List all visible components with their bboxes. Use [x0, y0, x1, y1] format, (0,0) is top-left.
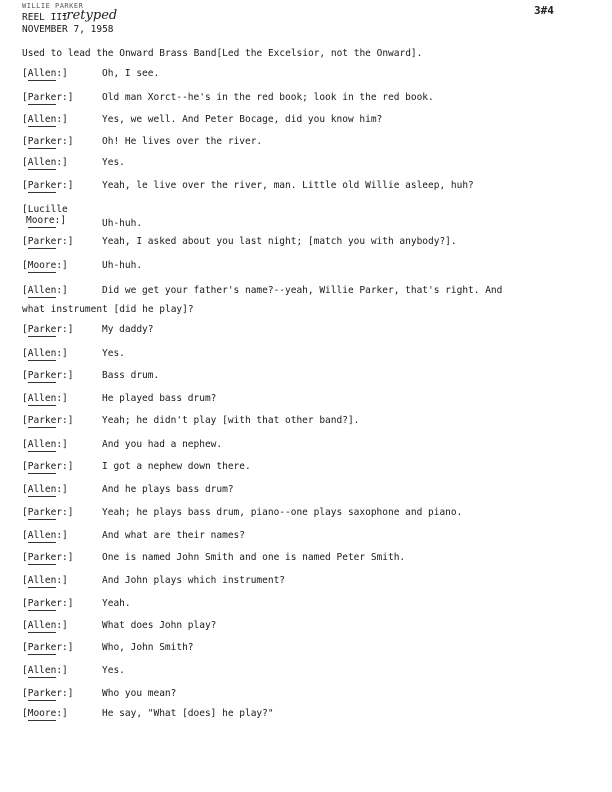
speaker-label: [22, 236, 92, 249]
speaker-name: [Parker:]: [22, 324, 74, 335]
speaker-label: [22, 348, 92, 361]
spoken-text: And what are their names?: [102, 530, 245, 541]
speaker-label: [22, 370, 92, 383]
speaker-underline: [28, 227, 56, 228]
header-reel: REEL III: [22, 12, 68, 23]
speaker-underline: [28, 587, 56, 588]
speaker-name: [Allen:]: [22, 575, 68, 586]
speaker-label: [22, 68, 92, 81]
spoken-text: Yeah, I asked about you last night; [match you with anybody?].: [102, 236, 457, 247]
speaker-name: [Parker:]: [22, 598, 74, 609]
speaker-name: [Allen:]: [22, 114, 68, 125]
speaker-underline: [28, 80, 56, 81]
speaker-label: [22, 620, 92, 633]
speaker-name-continued: Moore:]: [26, 215, 67, 226]
spoken-text: He played bass drum?: [102, 393, 217, 404]
spoken-text: And John plays which instrument?: [102, 575, 286, 586]
speaker-underline: [28, 382, 56, 383]
speaker-underline: [28, 654, 56, 655]
speaker-name: [Parker:]: [22, 507, 74, 518]
speaker-name: [Lucille: [22, 204, 68, 215]
spoken-text: Yes.: [102, 157, 125, 168]
speaker-underline: [28, 297, 56, 298]
spoken-text: Yeah; he plays bass drum, piano--one plays saxophone and piano.: [102, 507, 463, 518]
spoken-text: Did we get your father's name?--yeah, Willie Parker, that's right. And: [102, 285, 503, 296]
speaker-label: [22, 180, 92, 193]
spoken-text: Who you mean?: [102, 688, 177, 699]
speaker-underline: [28, 360, 56, 361]
speaker-underline: [28, 677, 56, 678]
speaker-label: [22, 92, 92, 105]
speaker-label: [22, 688, 92, 701]
speaker-underline: [28, 126, 56, 127]
speaker-name: [Allen:]: [22, 620, 68, 631]
speaker-label: [22, 708, 92, 721]
speaker-name: [Parker:]: [22, 180, 74, 191]
speaker-underline: [28, 451, 56, 452]
speaker-underline: [28, 405, 56, 406]
speaker-label: [22, 136, 92, 149]
speaker-underline: [28, 519, 56, 520]
speaker-label: [22, 324, 92, 337]
speaker-name: [Moore:]: [22, 708, 68, 719]
speaker-name: [Parker:]: [22, 370, 74, 381]
speaker-underline: [28, 564, 56, 565]
speaker-name: [Allen:]: [22, 348, 68, 359]
spoken-text: Oh, I see.: [102, 68, 160, 79]
spoken-text: Uh-huh.: [102, 260, 143, 271]
spoken-text: Uh-huh.: [102, 218, 143, 229]
speaker-label: [22, 393, 92, 406]
speaker-name: [Allen:]: [22, 439, 68, 450]
speaker-name: [Parker:]: [22, 461, 74, 472]
speaker-name: [Allen:]: [22, 157, 68, 168]
speaker-label: [22, 157, 92, 170]
speaker-name: [Parker:]: [22, 552, 74, 563]
spoken-text: What does John play?: [102, 620, 217, 631]
speaker-label: [22, 575, 92, 588]
speaker-underline: [28, 336, 56, 337]
header-handwritten-note: -retyped: [62, 8, 118, 23]
speaker-underline: [28, 248, 56, 249]
spoken-text: Bass drum.: [102, 370, 160, 381]
speaker-label: [22, 598, 92, 611]
spoken-text: And he plays bass drum?: [102, 484, 234, 495]
speaker-label: [22, 260, 92, 273]
speaker-label: [22, 507, 92, 520]
speaker-underline: [28, 192, 56, 193]
speaker-name: [Parker:]: [22, 92, 74, 103]
spoken-text: My daddy?: [102, 324, 154, 335]
speaker-name: [Allen:]: [22, 68, 68, 79]
page-number: 3#4: [534, 4, 554, 17]
speaker-name: [Allen:]: [22, 665, 68, 676]
speaker-name: [Parker:]: [22, 136, 74, 147]
speaker-underline: [28, 610, 56, 611]
spoken-text: Yeah; he didn't play [with that other band?].: [102, 415, 360, 426]
speaker-label: [22, 439, 92, 452]
spoken-text: Yes.: [102, 665, 125, 676]
speaker-name: [Allen:]: [22, 285, 68, 296]
speaker-label: [22, 665, 92, 678]
speaker-label: [22, 642, 92, 655]
speaker-label: [22, 415, 92, 428]
speaker-name: [Allen:]: [22, 484, 68, 495]
speaker-underline: [28, 272, 56, 273]
spoken-text: And you had a nephew.: [102, 439, 223, 450]
speaker-name: [Parker:]: [22, 415, 74, 426]
speaker-name: [Allen:]: [22, 393, 68, 404]
speaker-underline: [28, 700, 56, 701]
header-name: WILLIE PARKER: [22, 2, 84, 10]
speaker-label: [22, 204, 92, 228]
speaker-label: [22, 484, 92, 497]
spoken-text: One is named John Smith and one is named Peter Smith.: [102, 552, 406, 563]
spoken-text: Old man Xorct--he's in the red book; look in the red book.: [102, 92, 434, 103]
spoken-text: Oh! He lives over the river.: [102, 136, 263, 147]
spoken-text: Yes.: [102, 348, 125, 359]
speaker-underline: [28, 427, 56, 428]
speaker-label: [22, 114, 92, 127]
spoken-text: Yes, we well. And Peter Bocage, did you know him?: [102, 114, 383, 125]
speaker-name: [Allen:]: [22, 530, 68, 541]
speaker-underline: [28, 473, 56, 474]
speaker-label: [22, 285, 92, 298]
speaker-underline: [28, 496, 56, 497]
speaker-label: [22, 461, 92, 474]
speaker-underline: [28, 104, 56, 105]
speaker-label: [22, 530, 92, 543]
spoken-text: He say, "What [does] he play?": [102, 708, 274, 719]
speaker-name: [Moore:]: [22, 260, 68, 271]
speaker-name: [Parker:]: [22, 236, 74, 247]
spoken-text: Yeah.: [102, 598, 131, 609]
speaker-label: [22, 552, 92, 565]
spoken-text: I got a nephew down there.: [102, 461, 251, 472]
speaker-underline: [28, 148, 56, 149]
speaker-name: [Parker:]: [22, 642, 74, 653]
intro-line: Used to lead the Onward Brass Band[Led the Excelsior, not the Onward].: [22, 48, 423, 59]
speaker-underline: [28, 542, 56, 543]
spoken-text: Yeah, le live over the river, man. Little old Willie asleep, huh?: [102, 180, 474, 191]
speaker-underline: [28, 632, 56, 633]
speaker-underline: [28, 169, 56, 170]
spoken-text: Who, John Smith?: [102, 642, 194, 653]
speaker-name: [Parker:]: [22, 688, 74, 699]
header-date: NOVEMBER 7, 1958: [22, 24, 114, 35]
speaker-underline: [28, 720, 56, 721]
spoken-text-continuation: what instrument [did he play]?: [22, 304, 194, 315]
